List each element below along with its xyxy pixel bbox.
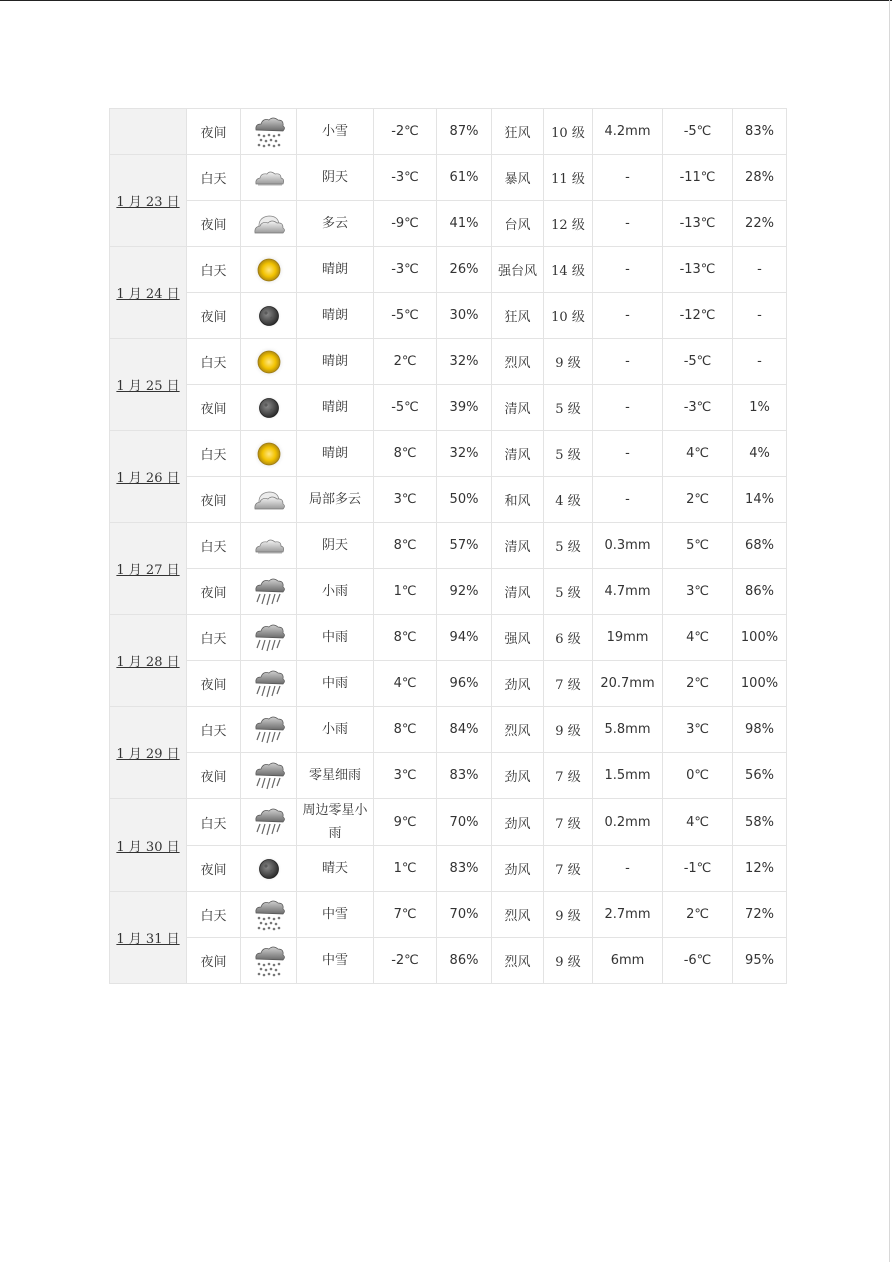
period-cell: 白天: [187, 707, 241, 753]
period-cell: 夜间: [187, 846, 241, 892]
precipitation-cell: 20.7mm: [593, 661, 663, 707]
wind-cell: 烈风: [492, 938, 544, 984]
weather-icon-cell: [241, 523, 297, 569]
moon-icon: [241, 854, 296, 884]
wind-cell: 强风: [492, 615, 544, 661]
wind-cell: 和风: [492, 477, 544, 523]
weather-icon-cell: [241, 155, 297, 201]
weather-icon-cell: [241, 707, 297, 753]
date-link[interactable]: 1 月 29 日: [116, 747, 180, 762]
temperature-cell: 4℃: [374, 661, 437, 707]
humidity-cell: 84%: [437, 707, 492, 753]
wind-cell: 清风: [492, 385, 544, 431]
period-cell: 夜间: [187, 753, 241, 799]
wind-level-cell: 7 级: [544, 799, 593, 846]
chance-cell: 95%: [733, 938, 787, 984]
temperature-cell: 3℃: [374, 477, 437, 523]
wind-cell: 清风: [492, 569, 544, 615]
date-link[interactable]: 1 月 23 日: [116, 195, 180, 210]
temperature-cell: 2℃: [374, 339, 437, 385]
chance-cell: 68%: [733, 523, 787, 569]
low-temp-cell: 4℃: [663, 799, 733, 846]
date-link[interactable]: 1 月 31 日: [116, 932, 180, 947]
chance-cell: 98%: [733, 707, 787, 753]
period-cell: 白天: [187, 155, 241, 201]
wind-cell: 狂风: [492, 293, 544, 339]
low-temp-cell: 4℃: [663, 431, 733, 477]
temperature-cell: -3℃: [374, 247, 437, 293]
weather-desc-cell: 周边零星小雨: [297, 799, 374, 846]
table-row: [110, 155, 787, 201]
chance-cell: -: [733, 247, 787, 293]
wind-level-cell: 9 级: [544, 339, 593, 385]
date-cell: [110, 707, 187, 799]
wind-cell: 暴风: [492, 155, 544, 201]
temperature-cell: 8℃: [374, 523, 437, 569]
moon-icon: [241, 393, 296, 423]
wind-level-cell: 5 级: [544, 431, 593, 477]
overcast-icon: [241, 532, 296, 560]
period-cell: 夜间: [187, 109, 241, 155]
low-temp-cell: -12℃: [663, 293, 733, 339]
low-temp-cell: 2℃: [663, 892, 733, 938]
humidity-cell: 30%: [437, 293, 492, 339]
wind-cell: 烈风: [492, 892, 544, 938]
weather-desc-cell: 晴天: [297, 846, 374, 892]
precipitation-cell: 5.8mm: [593, 707, 663, 753]
temperature-cell: -5℃: [374, 385, 437, 431]
low-temp-cell: 2℃: [663, 477, 733, 523]
precipitation-cell: 4.7mm: [593, 569, 663, 615]
wind-cell: 劲风: [492, 846, 544, 892]
period-cell: 白天: [187, 247, 241, 293]
humidity-cell: 70%: [437, 892, 492, 938]
rain-icon: [241, 666, 296, 702]
temperature-cell: 8℃: [374, 615, 437, 661]
table-row: [110, 753, 787, 799]
temperature-cell: 1℃: [374, 846, 437, 892]
period-cell: 夜间: [187, 938, 241, 984]
precipitation-cell: -: [593, 846, 663, 892]
chance-cell: 4%: [733, 431, 787, 477]
wind-level-cell: 10 级: [544, 293, 593, 339]
wind-level-cell: 14 级: [544, 247, 593, 293]
date-cell: [110, 431, 187, 523]
precipitation-cell: 6mm: [593, 938, 663, 984]
wind-level-cell: 5 级: [544, 523, 593, 569]
weather-icon-cell: [241, 615, 297, 661]
rain-icon: [241, 620, 296, 656]
precipitation-cell: -: [593, 339, 663, 385]
period-cell: 夜间: [187, 201, 241, 247]
temperature-cell: 8℃: [374, 431, 437, 477]
wind-cell: 烈风: [492, 707, 544, 753]
cloudy-icon: [241, 209, 296, 239]
weather-icon-cell: [241, 385, 297, 431]
temperature-cell: -2℃: [374, 109, 437, 155]
period-cell: 白天: [187, 892, 241, 938]
chance-cell: 58%: [733, 799, 787, 846]
wind-level-cell: 7 级: [544, 661, 593, 707]
weather-desc-cell: 中雨: [297, 615, 374, 661]
table-row: [110, 615, 787, 661]
table-row: [110, 247, 787, 293]
table-row: [110, 707, 787, 753]
weather-icon-cell: [241, 753, 297, 799]
snow-icon: [241, 114, 296, 150]
weather-icon-cell: [241, 799, 297, 846]
chance-cell: 12%: [733, 846, 787, 892]
rain-icon: [241, 804, 296, 840]
temperature-cell: 9℃: [374, 799, 437, 846]
humidity-cell: 32%: [437, 431, 492, 477]
date-link[interactable]: 1 月 28 日: [116, 655, 180, 670]
chance-cell: 56%: [733, 753, 787, 799]
overcast-icon: [241, 164, 296, 192]
weather-icon-cell: [241, 431, 297, 477]
page-right-border: [889, 0, 890, 1262]
weather-desc-cell: 中雪: [297, 892, 374, 938]
weather-icon-cell: [241, 109, 297, 155]
wind-level-cell: 7 级: [544, 846, 593, 892]
cloudy-icon: [241, 485, 296, 515]
temperature-cell: -9℃: [374, 201, 437, 247]
table-row: [110, 431, 787, 477]
period-cell: 白天: [187, 799, 241, 846]
weather-desc-cell: 阴天: [297, 155, 374, 201]
period-cell: 夜间: [187, 385, 241, 431]
chance-cell: 86%: [733, 569, 787, 615]
moon-icon: [241, 301, 296, 331]
temperature-cell: 7℃: [374, 892, 437, 938]
precipitation-cell: 2.7mm: [593, 892, 663, 938]
temperature-cell: 1℃: [374, 569, 437, 615]
wind-cell: 劲风: [492, 753, 544, 799]
humidity-cell: 26%: [437, 247, 492, 293]
date-link[interactable]: 1 月 25 日: [116, 379, 180, 394]
precipitation-cell: -: [593, 201, 663, 247]
humidity-cell: 41%: [437, 201, 492, 247]
low-temp-cell: -1℃: [663, 846, 733, 892]
low-temp-cell: -11℃: [663, 155, 733, 201]
precipitation-cell: -: [593, 477, 663, 523]
humidity-cell: 94%: [437, 615, 492, 661]
wind-cell: 清风: [492, 431, 544, 477]
temperature-cell: -2℃: [374, 938, 437, 984]
period-cell: 白天: [187, 523, 241, 569]
period-cell: 白天: [187, 615, 241, 661]
wind-cell: 劲风: [492, 661, 544, 707]
low-temp-cell: -6℃: [663, 938, 733, 984]
precipitation-cell: -: [593, 293, 663, 339]
low-temp-cell: 2℃: [663, 661, 733, 707]
date-link[interactable]: 1 月 24 日: [116, 287, 180, 302]
wind-cell: 劲风: [492, 799, 544, 846]
table-row: [110, 523, 787, 569]
chance-cell: 1%: [733, 385, 787, 431]
chance-cell: 100%: [733, 615, 787, 661]
low-temp-cell: 3℃: [663, 707, 733, 753]
precipitation-cell: 0.2mm: [593, 799, 663, 846]
wind-level-cell: 5 级: [544, 385, 593, 431]
date-link[interactable]: 1 月 26 日: [116, 471, 180, 486]
date-link[interactable]: 1 月 27 日: [116, 563, 180, 578]
date-cell: [110, 155, 187, 247]
page-top-border: [0, 0, 892, 1]
table-row: [110, 293, 787, 339]
humidity-cell: 86%: [437, 938, 492, 984]
date-cell: [110, 109, 187, 155]
low-temp-cell: -5℃: [663, 109, 733, 155]
wind-level-cell: 4 级: [544, 477, 593, 523]
sun-icon: [241, 345, 296, 379]
sun-icon: [241, 253, 296, 287]
temperature-cell: 3℃: [374, 753, 437, 799]
weather-desc-cell: 晴朗: [297, 247, 374, 293]
snow-icon: [241, 897, 296, 933]
precipitation-cell: -: [593, 247, 663, 293]
chance-cell: 72%: [733, 892, 787, 938]
wind-level-cell: 9 级: [544, 938, 593, 984]
wind-level-cell: 12 级: [544, 201, 593, 247]
weather-icon-cell: [241, 201, 297, 247]
weather-desc-cell: 阴天: [297, 523, 374, 569]
rain-icon: [241, 712, 296, 748]
wind-level-cell: 9 级: [544, 707, 593, 753]
table-row: [110, 799, 787, 846]
chance-cell: 83%: [733, 109, 787, 155]
precipitation-cell: -: [593, 385, 663, 431]
low-temp-cell: 4℃: [663, 615, 733, 661]
period-cell: 夜间: [187, 293, 241, 339]
humidity-cell: 87%: [437, 109, 492, 155]
weather-desc-cell: 零星细雨: [297, 753, 374, 799]
humidity-cell: 50%: [437, 477, 492, 523]
wind-level-cell: 10 级: [544, 109, 593, 155]
weather-icon-cell: [241, 339, 297, 385]
weather-icon-cell: [241, 938, 297, 984]
wind-level-cell: 5 级: [544, 569, 593, 615]
weather-desc-cell: 中雨: [297, 661, 374, 707]
chance-cell: -: [733, 293, 787, 339]
weather-icon-cell: [241, 247, 297, 293]
period-cell: 白天: [187, 339, 241, 385]
precipitation-cell: 4.2mm: [593, 109, 663, 155]
table-row: [110, 938, 787, 984]
chance-cell: 100%: [733, 661, 787, 707]
chance-cell: 14%: [733, 477, 787, 523]
period-cell: 夜间: [187, 569, 241, 615]
wind-cell: 狂风: [492, 109, 544, 155]
date-cell: [110, 247, 187, 339]
date-link[interactable]: 1 月 30 日: [116, 839, 180, 855]
wind-cell: 烈风: [492, 339, 544, 385]
table-row: [110, 892, 787, 938]
temperature-cell: -3℃: [374, 155, 437, 201]
humidity-cell: 83%: [437, 846, 492, 892]
period-cell: 夜间: [187, 661, 241, 707]
low-temp-cell: 0℃: [663, 753, 733, 799]
low-temp-cell: -5℃: [663, 339, 733, 385]
period-cell: 夜间: [187, 477, 241, 523]
low-temp-cell: 5℃: [663, 523, 733, 569]
wind-level-cell: 11 级: [544, 155, 593, 201]
humidity-cell: 57%: [437, 523, 492, 569]
date-cell: [110, 523, 187, 615]
humidity-cell: 32%: [437, 339, 492, 385]
weather-icon-cell: [241, 293, 297, 339]
wind-cell: 强台风: [492, 247, 544, 293]
humidity-cell: 92%: [437, 569, 492, 615]
table-row: [110, 846, 787, 892]
humidity-cell: 83%: [437, 753, 492, 799]
weather-desc-cell: 晴朗: [297, 385, 374, 431]
wind-level-cell: 6 级: [544, 615, 593, 661]
low-temp-cell: -13℃: [663, 201, 733, 247]
wind-level-cell: 9 级: [544, 892, 593, 938]
weather-icon-cell: [241, 892, 297, 938]
date-cell: [110, 799, 187, 892]
table-row: [110, 201, 787, 247]
precipitation-cell: -: [593, 155, 663, 201]
low-temp-cell: -13℃: [663, 247, 733, 293]
weather-desc-cell: 晴朗: [297, 339, 374, 385]
weather-forecast-table: [109, 108, 787, 984]
precipitation-cell: 19mm: [593, 615, 663, 661]
rain-icon: [241, 758, 296, 794]
low-temp-cell: 3℃: [663, 569, 733, 615]
table-row: [110, 109, 787, 155]
table-row: [110, 661, 787, 707]
wind-cell: 清风: [492, 523, 544, 569]
humidity-cell: 70%: [437, 799, 492, 846]
weather-desc-cell: 小雨: [297, 707, 374, 753]
table-row: [110, 477, 787, 523]
precipitation-cell: 0.3mm: [593, 523, 663, 569]
weather-desc-cell: 局部多云: [297, 477, 374, 523]
humidity-cell: 96%: [437, 661, 492, 707]
wind-level-cell: 7 级: [544, 753, 593, 799]
precipitation-cell: 1.5mm: [593, 753, 663, 799]
precipitation-cell: -: [593, 431, 663, 477]
wind-cell: 台风: [492, 201, 544, 247]
date-cell: [110, 615, 187, 707]
period-cell: 白天: [187, 431, 241, 477]
table-row: [110, 339, 787, 385]
weather-desc-cell: 晴朗: [297, 293, 374, 339]
low-temp-cell: -3℃: [663, 385, 733, 431]
humidity-cell: 39%: [437, 385, 492, 431]
snow-icon: [241, 943, 296, 979]
weather-desc-cell: 晴朗: [297, 431, 374, 477]
chance-cell: -: [733, 339, 787, 385]
rain-icon: [241, 574, 296, 610]
weather-desc-cell: 小雨: [297, 569, 374, 615]
humidity-cell: 61%: [437, 155, 492, 201]
chance-cell: 22%: [733, 201, 787, 247]
weather-icon-cell: [241, 477, 297, 523]
weather-desc-cell: 小雪: [297, 109, 374, 155]
table-row: [110, 569, 787, 615]
sun-icon: [241, 437, 296, 471]
date-cell: [110, 339, 187, 431]
weather-icon-cell: [241, 846, 297, 892]
weather-icon-cell: [241, 569, 297, 615]
date-cell: [110, 892, 187, 984]
weather-icon-cell: [241, 661, 297, 707]
temperature-cell: -5℃: [374, 293, 437, 339]
temperature-cell: 8℃: [374, 707, 437, 753]
table-row: [110, 385, 787, 431]
weather-desc-cell: 多云: [297, 201, 374, 247]
weather-desc-cell: 中雪: [297, 938, 374, 984]
chance-cell: 28%: [733, 155, 787, 201]
